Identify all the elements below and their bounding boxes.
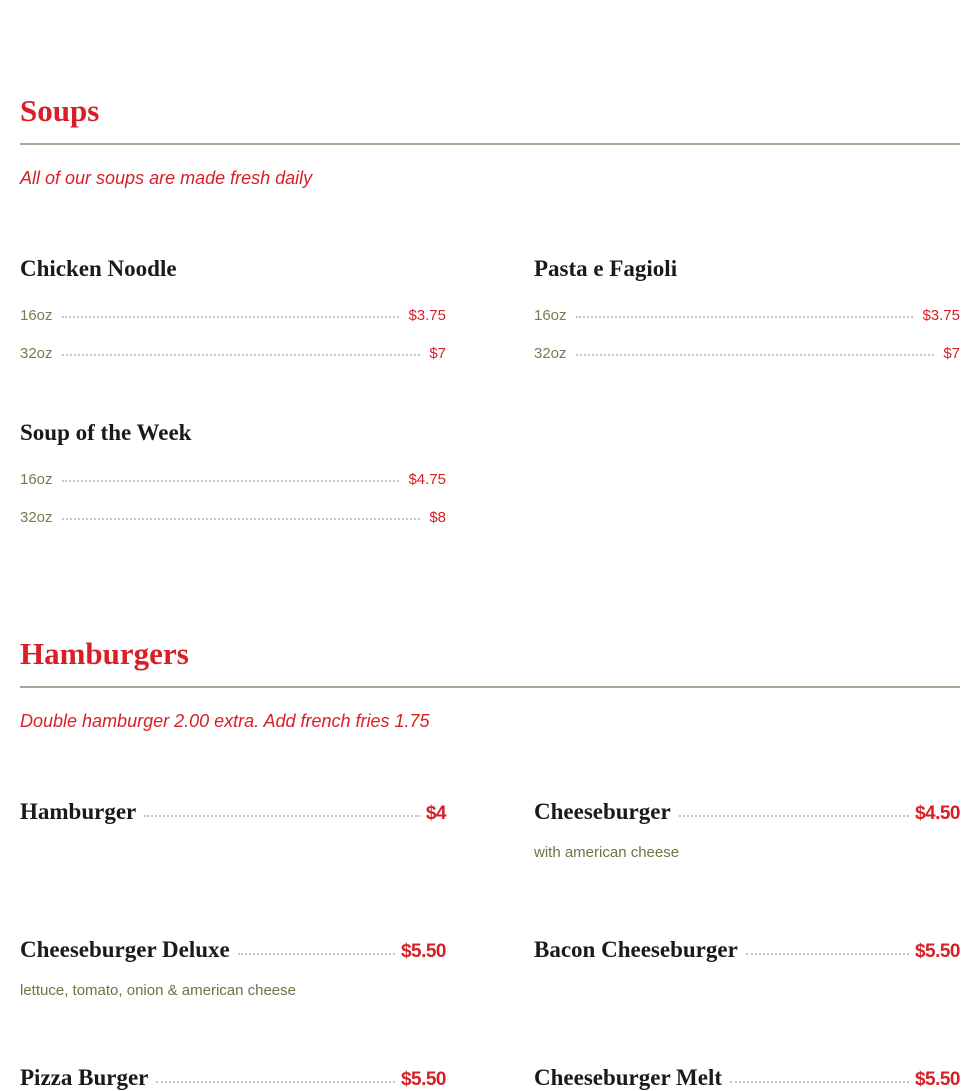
size-row <box>534 345 960 362</box>
name-price-row <box>20 938 446 963</box>
price: $4 <box>425 803 446 824</box>
item-name: Cheeseburger <box>534 799 671 824</box>
price: $5.50 <box>914 1069 960 1090</box>
price: $5.50 <box>400 1069 446 1090</box>
dotted-leader <box>144 815 420 817</box>
name-price-row <box>534 1066 960 1091</box>
size-label: 16oz <box>534 307 567 324</box>
item-name: Pasta e Fagioli <box>534 256 678 281</box>
name-price-row <box>534 800 960 825</box>
size-label: 32oz <box>20 509 53 526</box>
section-title-hamburgers: Hamburgers <box>20 636 189 671</box>
item-name: Chicken Noodle <box>20 256 177 281</box>
size-label: 16oz <box>20 307 53 324</box>
price: $5.50 <box>914 941 960 962</box>
price: $8 <box>429 509 446 526</box>
price: $7 <box>429 345 446 362</box>
name-price-row <box>20 1066 446 1091</box>
menu-item-soup-of-the-week <box>20 420 446 526</box>
dotted-leader <box>576 316 914 318</box>
size-row <box>20 471 446 488</box>
price: $5.50 <box>400 941 446 962</box>
size-label: 32oz <box>20 345 53 362</box>
size-label: 32oz <box>534 345 567 362</box>
name-price-row <box>20 800 446 825</box>
dotted-leader <box>62 480 400 482</box>
item-name: Bacon Cheeseburger <box>534 937 738 962</box>
size-label: 16oz <box>20 471 53 488</box>
price: $4.75 <box>408 471 446 488</box>
section-divider <box>20 686 960 688</box>
size-row <box>20 345 446 362</box>
dotted-leader <box>746 953 909 955</box>
size-row <box>20 307 446 324</box>
item-description: lettuce, tomato, onion & american cheese <box>20 982 296 999</box>
section-title-soups: Soups <box>20 93 100 128</box>
size-row <box>534 307 960 324</box>
item-name: Cheeseburger Melt <box>534 1065 722 1090</box>
item-name: Cheeseburger Deluxe <box>20 937 230 962</box>
dotted-leader <box>62 316 400 318</box>
item-name: Hamburger <box>20 799 137 824</box>
section-note-soups: All of our soups are made fresh daily <box>20 168 313 188</box>
dotted-leader <box>62 518 421 520</box>
menu-item-pasta-e-fagioli <box>534 256 960 362</box>
size-row <box>20 509 446 526</box>
section-divider <box>20 143 960 145</box>
price: $3.75 <box>922 307 960 324</box>
section-note-hamburgers: Double hamburger 2.00 extra. Add french fries 1.75 <box>20 711 430 731</box>
item-name: Pizza Burger <box>20 1065 149 1090</box>
name-price-row <box>534 938 960 963</box>
price: $3.75 <box>408 307 446 324</box>
price: $7 <box>943 345 960 362</box>
item-name: Soup of the Week <box>20 420 192 445</box>
menu-item-chicken-noodle <box>20 256 446 362</box>
dotted-leader <box>679 815 909 817</box>
dotted-leader <box>576 354 935 356</box>
price: $4.50 <box>914 803 960 824</box>
dotted-leader <box>238 953 395 955</box>
dotted-leader <box>62 354 421 356</box>
item-description: with american cheese <box>534 844 680 861</box>
